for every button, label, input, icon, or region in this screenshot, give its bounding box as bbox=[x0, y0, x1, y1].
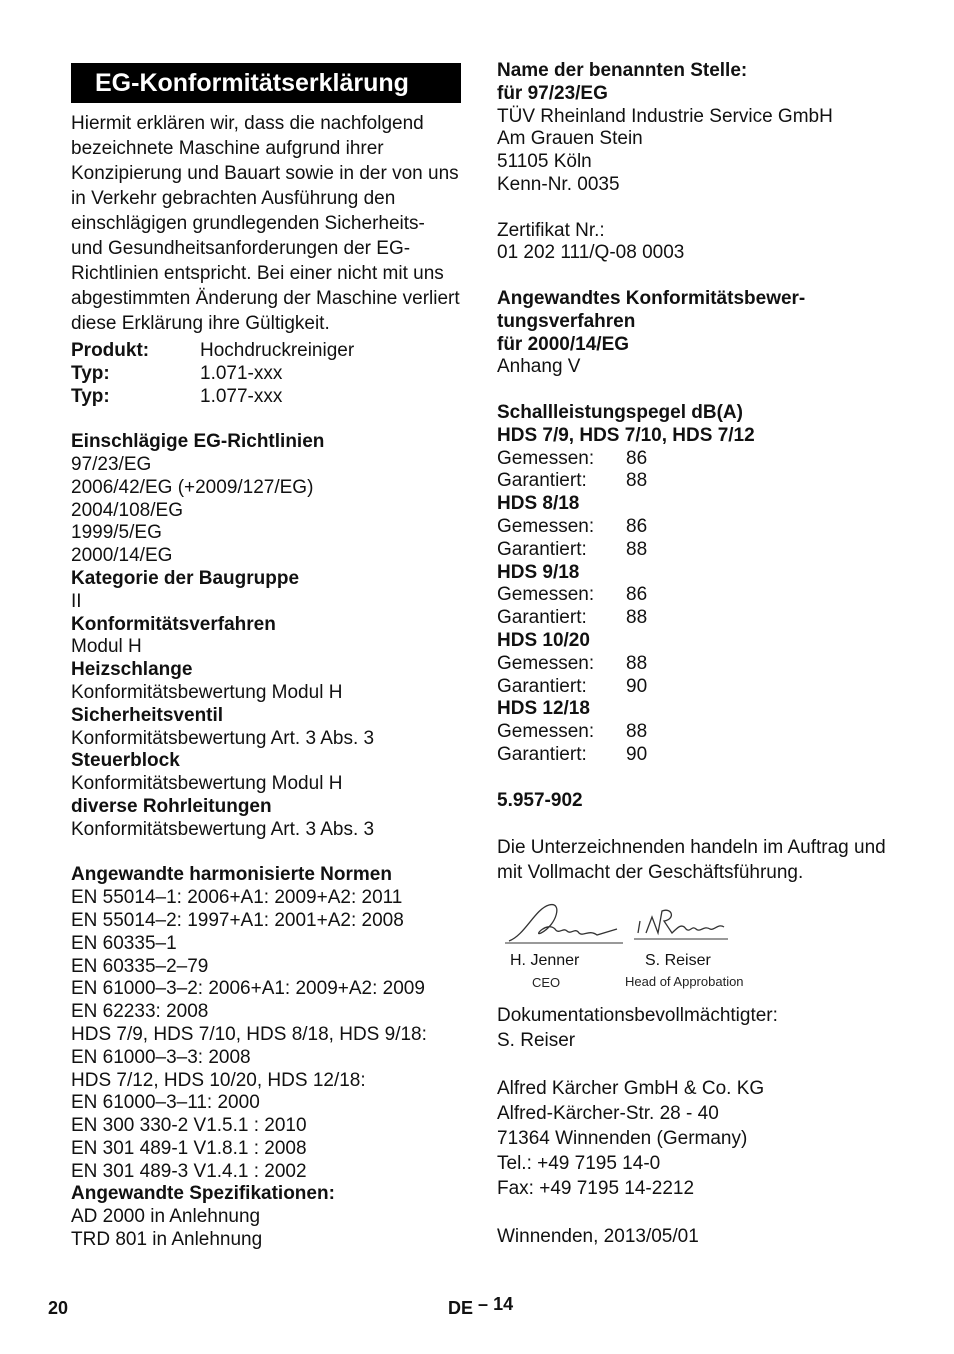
certificate-value: 01 202 111/Q-08 0003 bbox=[497, 242, 685, 264]
notified-body-line: 51105 Köln bbox=[497, 151, 592, 173]
guaranteed-label: Garantiert: bbox=[497, 607, 587, 629]
standard-item: EN 300 330-2 V1.5.1 : 2010 bbox=[71, 1115, 307, 1137]
signature-block bbox=[497, 899, 897, 989]
signatory-role: Head of Approbation bbox=[625, 974, 744, 990]
section-value: Konformitätsbewertung Art. 3 Abs. 3 bbox=[71, 727, 375, 749]
product-row bbox=[71, 340, 354, 363]
section-heading: diverse Rohrleitungen bbox=[71, 795, 272, 817]
measured-value: 88 bbox=[626, 721, 648, 743]
sound-values bbox=[497, 721, 647, 767]
directive-item: 2004/108/EG bbox=[71, 499, 183, 521]
type-row bbox=[71, 363, 354, 386]
section-value: Konformitätsbewertung Modul H bbox=[71, 773, 343, 795]
signatory-role: CEO bbox=[532, 975, 561, 991]
standard-item: EN 301 489-3 V1.4.1 : 2002 bbox=[71, 1160, 307, 1182]
intro-paragraph: Hiermit erklären wir, dass die nachfolgend bezeichnete Maschine aufgrund ihrer Konzipierung und Bauart sowie in der von uns in Verkehr gebrachten Ausführung den einschlägigen grundlegenden Sicherheits- und Gesundheitsanforderungen der EG-Richtlinien entspricht. Bei einer nicht mit uns abgestimmten Änderung der Maschine verliert diese Erklärung ihre Gültigkeit. bbox=[71, 113, 460, 334]
measured-label: Gemessen: bbox=[497, 447, 595, 469]
section-heading: Heizschlange bbox=[71, 659, 193, 681]
product-label: Produkt: bbox=[71, 340, 150, 361]
guaranteed-label: Garantiert: bbox=[497, 470, 587, 492]
measured-value: 86 bbox=[626, 584, 648, 606]
directive-item: 2006/42/EG (+2009/127/EG) bbox=[71, 476, 314, 498]
measured-label: Gemessen: bbox=[497, 584, 595, 606]
standard-item: HDS 7/9, HDS 7/10, HDS 8/18, HDS 9/18: bbox=[71, 1023, 427, 1045]
guaranteed-value: 88 bbox=[626, 470, 648, 492]
page-title: EG-Konformitätserklärung bbox=[71, 63, 461, 103]
measured-value: 88 bbox=[626, 652, 648, 674]
footer-language bbox=[448, 1294, 514, 1319]
doc-representative-label: Dokumentationsbevollmächtigter: bbox=[497, 1005, 778, 1027]
sound-values bbox=[497, 448, 647, 494]
directive-item: 1999/5/EG bbox=[71, 522, 162, 544]
signatory-name: S. Reiser bbox=[645, 952, 711, 970]
guaranteed-value: 90 bbox=[626, 743, 648, 765]
guaranteed-value: 90 bbox=[626, 675, 648, 697]
product-value: Hochdruckreiniger bbox=[200, 340, 355, 361]
guaranteed-value: 88 bbox=[626, 538, 648, 560]
standard-item: EN 61000–3–3: 2008 bbox=[71, 1046, 251, 1068]
directives-heading: Einschlägige EG-Richtlinien bbox=[71, 431, 325, 453]
directive-item: 2000/14/EG bbox=[71, 545, 173, 567]
standard-item: EN 55014–1: 2006+A1: 2009+A2: 2011 bbox=[71, 887, 403, 909]
guaranteed-value: 88 bbox=[626, 607, 648, 629]
standard-item: EN 61000–3–2: 2006+A1: 2009+A2: 2009 bbox=[71, 978, 425, 1000]
notified-body-line: TÜV Rheinland Industrie Service GmbH bbox=[497, 105, 833, 127]
standard-item: HDS 7/12, HDS 10/20, HDS 12/18: bbox=[71, 1069, 366, 1091]
sound-values bbox=[497, 516, 647, 562]
doc-representative-name: S. Reiser bbox=[497, 1030, 576, 1052]
left-column bbox=[71, 63, 461, 1252]
standard-item: EN 301 489-1 V1.8.1 : 2008 bbox=[71, 1137, 307, 1159]
specification-item: TRD 801 in Anlehnung bbox=[71, 1229, 263, 1251]
assessment-heading: für 2000/14/EG bbox=[497, 333, 630, 355]
measured-label: Gemessen: bbox=[497, 515, 595, 537]
assessment-heading: tungsverfahren bbox=[497, 310, 636, 332]
certificate-label: Zertifikat Nr.: bbox=[497, 219, 605, 241]
notified-body-line: Kenn-Nr. 0035 bbox=[497, 173, 620, 195]
measured-label: Gemessen: bbox=[497, 721, 595, 743]
type-value: 1.071-xxx bbox=[200, 362, 283, 384]
page-number: 20 bbox=[48, 1298, 69, 1318]
right-column bbox=[497, 60, 897, 1249]
notified-body-subheading: für 97/23/EG bbox=[497, 82, 608, 104]
guaranteed-label: Garantiert: bbox=[497, 675, 587, 697]
measured-label: Gemessen: bbox=[497, 652, 595, 674]
sound-heading: Schallleistungspegel dB(A) bbox=[497, 401, 743, 423]
sound-group-name: HDS 10/20 bbox=[497, 629, 590, 651]
standard-item: EN 62233: 2008 bbox=[71, 1001, 209, 1023]
notified-body-heading: Name der benannten Stelle: bbox=[497, 60, 748, 81]
assessment-value: Anhang V bbox=[497, 356, 581, 378]
standard-item: EN 61000–3–11: 2000 bbox=[71, 1092, 260, 1114]
company-line: Alfred Kärcher GmbH & Co. KG bbox=[497, 1077, 765, 1099]
measured-value: 86 bbox=[626, 515, 648, 537]
signature-jenner bbox=[505, 899, 625, 949]
assessment-heading: Angewandtes Konformitätsbewer- bbox=[497, 287, 806, 309]
company-line: 71364 Winnenden (Germany) bbox=[497, 1127, 748, 1149]
type-row bbox=[71, 386, 354, 409]
section-heading: Steuerblock bbox=[71, 750, 180, 772]
directive-item: 97/23/EG bbox=[71, 453, 152, 475]
specifications-heading: Angewandte Spezifikationen: bbox=[71, 1183, 335, 1205]
measured-value: 86 bbox=[626, 447, 648, 469]
type-value: 1.077-xxx bbox=[200, 385, 283, 407]
section-value: Modul H bbox=[71, 636, 142, 658]
section-heading: Kategorie der Baugruppe bbox=[71, 567, 300, 589]
language-code: DE bbox=[448, 1298, 474, 1318]
type-label: Typ: bbox=[71, 362, 110, 384]
standard-item: EN 55014–2: 1997+A1: 2001+A2: 2008 bbox=[71, 909, 404, 931]
section-value: Konformitätsbewertung Modul H bbox=[71, 681, 343, 703]
company-line: Alfred-Kärcher-Str. 28 - 40 bbox=[497, 1102, 719, 1124]
sound-group-name: HDS 9/18 bbox=[497, 561, 580, 583]
company-line: Fax: +49 7195 14-2212 bbox=[497, 1177, 695, 1199]
sound-group-name: HDS 7/9, HDS 7/10, HDS 7/12 bbox=[497, 424, 755, 446]
signatory-name: H. Jenner bbox=[510, 952, 580, 970]
company-line: Tel.: +49 7195 14-0 bbox=[497, 1152, 661, 1174]
guaranteed-label: Garantiert: bbox=[497, 538, 587, 560]
standards-heading: Angewandte harmonisierte Normen bbox=[71, 864, 392, 886]
footer-dash: – bbox=[478, 1294, 489, 1314]
sound-group-name: HDS 8/18 bbox=[497, 493, 580, 515]
guaranteed-label: Garantiert: bbox=[497, 743, 587, 765]
product-table bbox=[71, 340, 354, 408]
section-heading: Konformitätsverfahren bbox=[71, 613, 276, 635]
section-value: II bbox=[71, 590, 82, 612]
signing-statement: Die Unterzeichnenden handeln im Auftrag und mit Vollmacht der Geschäftsführung. bbox=[497, 837, 886, 884]
signature-reiser bbox=[632, 903, 732, 947]
notified-body-line: Am Grauen Stein bbox=[497, 128, 643, 150]
standard-item: EN 60335–1 bbox=[71, 932, 177, 954]
type-label: Typ: bbox=[71, 385, 110, 407]
document-number: 5.957-902 bbox=[497, 789, 583, 811]
sound-values bbox=[497, 653, 647, 699]
place-date: Winnenden, 2013/05/01 bbox=[497, 1225, 699, 1247]
section-value: Konformitätsbewertung Art. 3 Abs. 3 bbox=[71, 818, 375, 840]
sound-values bbox=[497, 584, 647, 630]
section-heading: Sicherheitsventil bbox=[71, 704, 224, 726]
standard-item: EN 60335–2–79 bbox=[71, 955, 209, 977]
sound-group-name: HDS 12/18 bbox=[497, 698, 590, 720]
specification-item: AD 2000 in Anlehnung bbox=[71, 1206, 261, 1228]
sub-page-number: 14 bbox=[493, 1294, 514, 1314]
